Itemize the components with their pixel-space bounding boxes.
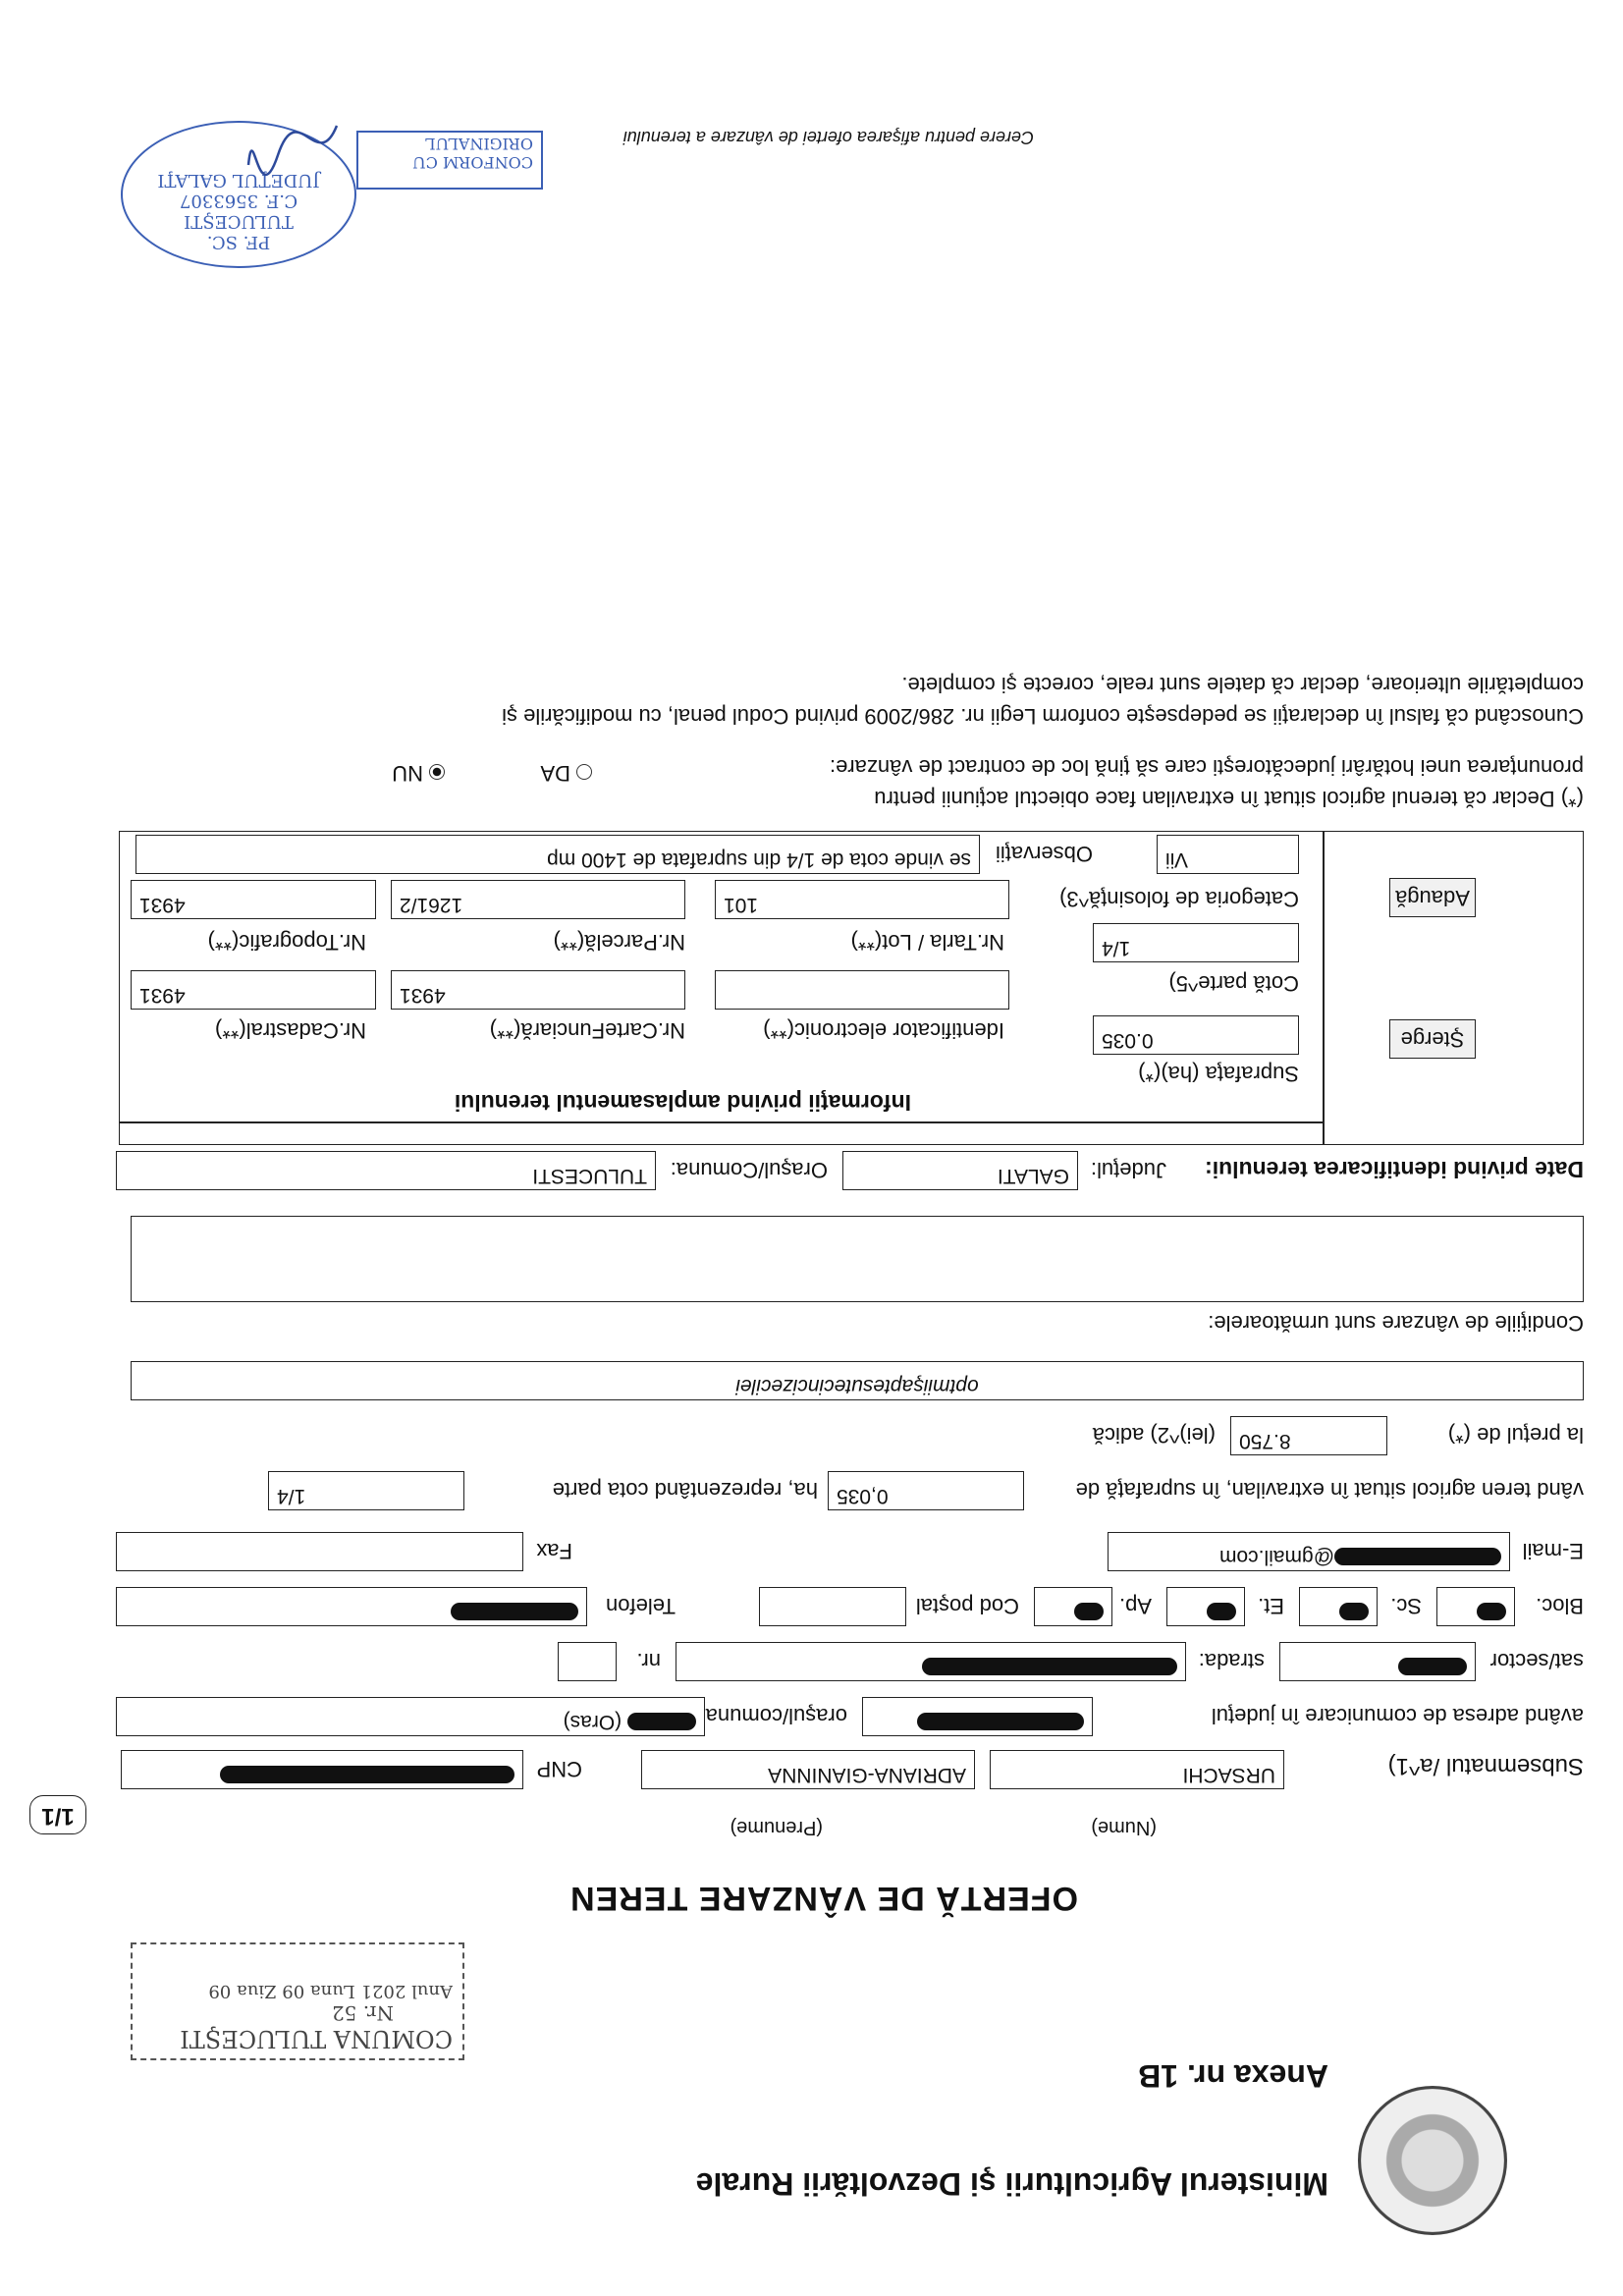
phone-field[interactable]: [116, 1587, 587, 1626]
electronic-id-label: Identificator electronic(**): [763, 1018, 1004, 1043]
category-label: Categoria de folosinţă^3): [1059, 887, 1299, 911]
delete-button[interactable]: Şterge: [1389, 1019, 1476, 1059]
observations-label: Observaţii: [995, 842, 1093, 866]
sector-label: sat/sector: [1489, 1649, 1584, 1673]
ap-field[interactable]: [1034, 1587, 1112, 1626]
price-in-words-field[interactable]: optmiişaptesutecincizecilei: [131, 1361, 1584, 1400]
cnp-field[interactable]: [121, 1750, 523, 1789]
signature: [239, 86, 347, 185]
et-label: Et.: [1258, 1594, 1284, 1618]
option-yes-label: DA: [540, 761, 570, 786]
area-field[interactable]: 0,035: [828, 1471, 1024, 1510]
email-field[interactable]: @gmail.com: [1108, 1532, 1510, 1571]
last-name-field[interactable]: URSACHI: [990, 1750, 1284, 1789]
sell-label: vând teren agricol situat în extravilan, în suprafaţă de: [1075, 1478, 1584, 1503]
sc-label: Sc.: [1390, 1594, 1422, 1618]
area-label: Suprafaţa (ha)(*): [1138, 1062, 1299, 1086]
conditions-label: Condiţiile de vânzare sunt următoarele:: [1208, 1311, 1584, 1336]
cadastral-label: Nr.Cadastral(**): [214, 1018, 366, 1043]
subscribed-label: Subsemnatul /a^1): [1387, 1753, 1584, 1779]
county-redaction: [917, 1713, 1084, 1730]
location-inner-divider: [119, 1121, 1324, 1123]
phone-redaction: [451, 1603, 578, 1620]
legal-notice-line-1: Cunoscând că falsul în declaraţii se pedepseşte conform Legii nr. 286/2009 privind Codul penal, cu modificările şi: [502, 704, 1584, 729]
email-redaction: [1334, 1548, 1501, 1565]
parcel-label: Nr.Parcelă(**): [553, 930, 685, 955]
land-book-label: Nr.CarteFunciară(**): [489, 1018, 685, 1043]
add-button[interactable]: Adaugă: [1389, 878, 1476, 917]
street-label: strada:: [1198, 1649, 1265, 1673]
et-redaction: [1207, 1603, 1236, 1620]
offer-title: OFERTĂ DE VÂNZARE TEREN: [569, 1880, 1078, 1917]
bloc-field[interactable]: [1436, 1587, 1515, 1626]
cnp-redaction: [220, 1766, 514, 1783]
ministry-seal: [1358, 2086, 1507, 2235]
parcel-field[interactable]: 1261/2: [391, 880, 685, 919]
ministry-title: Ministerul Agriculturii şi Dezvoltării Rurale: [695, 2166, 1328, 2202]
land-county-field[interactable]: GALATI: [842, 1151, 1078, 1190]
sc-field[interactable]: [1299, 1587, 1378, 1626]
land-city-label: Oraşul/Comuna:: [670, 1158, 828, 1182]
address-label: având adresa de comunicare în judeţul: [1211, 1704, 1584, 1728]
phone-label: Telefon: [606, 1594, 676, 1618]
location-panel-divider: [1323, 831, 1325, 1145]
fax-label: Fax: [536, 1539, 572, 1563]
et-field[interactable]: [1166, 1587, 1245, 1626]
share-field[interactable]: 1/4: [268, 1471, 464, 1510]
cnp-label: CNP: [536, 1757, 582, 1781]
nr-label: nr.: [636, 1649, 661, 1673]
lei-label: (lei)^2) adică: [1092, 1423, 1216, 1448]
postal-code-label: Cod poştal: [915, 1594, 1019, 1618]
last-name-column-label: (Nume): [1091, 1817, 1157, 1838]
conditions-field[interactable]: [131, 1216, 1584, 1302]
declaration-line-1: (*) Declar că terenul agricol situat în extravilan face obiectul acţiunii pentru: [874, 787, 1584, 811]
declaration-line-2: pronunţarea unei hotărâri judecătoreşti care să ţină loc de contract de vânzare:: [829, 755, 1584, 780]
fax-field[interactable]: [116, 1532, 523, 1571]
email-label: E-mail: [1522, 1539, 1584, 1563]
land-id-heading: Date privind identificarea terenului:: [1205, 1157, 1584, 1182]
price-field[interactable]: 8.750: [1230, 1416, 1387, 1455]
conform-stamp: CONFORM CU ORIGINALUL: [356, 131, 543, 190]
category-field[interactable]: Vii: [1157, 835, 1299, 874]
tarla-field[interactable]: 101: [715, 880, 1009, 919]
ha-label: ha, reprezentând cota parte: [552, 1478, 818, 1503]
ap-redaction: [1074, 1603, 1104, 1620]
nr-field[interactable]: [558, 1642, 617, 1681]
share-label: Cotă parte^5): [1168, 971, 1299, 996]
annex-number: Anexa nr. 1B: [1138, 2058, 1328, 2094]
price-label: la preţul de (*): [1447, 1423, 1584, 1448]
footer-caption: Cerere pentru afişarea ofertei de vânzare a terenului: [622, 128, 1034, 147]
location-area-field[interactable]: 0.035: [1093, 1015, 1299, 1055]
topographic-label: Nr.Topografic(**): [207, 930, 366, 955]
street-field[interactable]: [676, 1642, 1186, 1681]
city-redaction: [627, 1713, 696, 1730]
location-share-field[interactable]: 1/4: [1093, 923, 1299, 962]
bloc-redaction: [1477, 1603, 1506, 1620]
land-city-field[interactable]: TULUCESTI: [116, 1151, 656, 1190]
option-no-label: NU: [392, 761, 423, 786]
land-book-field[interactable]: 4931: [391, 970, 685, 1010]
first-name-column-label: (Prenume): [730, 1817, 823, 1838]
sector-redaction: [1398, 1658, 1467, 1675]
legal-notice-line-2: completările ulterioare, declar că datele sunt reale, corecte şi complete.: [901, 673, 1584, 697]
county-field[interactable]: [862, 1697, 1093, 1736]
location-heading: Informaţii privind amplasamentul terenului: [454, 1090, 911, 1116]
sector-field[interactable]: [1279, 1642, 1476, 1681]
electronic-id-field[interactable]: [715, 970, 1009, 1010]
page-counter: 1/1: [29, 1795, 86, 1834]
city-field[interactable]: (Oras): [116, 1697, 705, 1736]
registry-stamp: COMUNA TULUCEŞTI Nr. 52 Anul 2021 Luna 09 Ziua 09: [131, 1942, 464, 2060]
tarla-label: Nr.Tarla / Lot(**): [850, 930, 1004, 955]
topographic-field[interactable]: 4931: [131, 880, 376, 919]
sc-redaction: [1339, 1603, 1369, 1620]
postal-code-field[interactable]: [759, 1587, 906, 1626]
land-county-label: Judeţul:: [1090, 1158, 1166, 1182]
city-label: oraşul/comuna: [705, 1704, 847, 1728]
cadastral-field[interactable]: 4931: [131, 970, 376, 1010]
first-name-field[interactable]: ADRIANA-GIANINNA: [641, 1750, 975, 1789]
option-no-radio[interactable]: [429, 764, 445, 780]
company-stamp: PF. SC. TULUCEŞTI C.F. 3563307 JUDEŢUL GALAŢI: [121, 121, 356, 268]
option-yes-radio[interactable]: [576, 764, 592, 780]
ap-label: Ap.: [1118, 1594, 1152, 1618]
street-redaction: [922, 1658, 1177, 1675]
observations-field[interactable]: se vinde cota de 1/4 din suprafata de 1400 mp: [135, 835, 980, 874]
bloc-label: Bloc.: [1536, 1594, 1584, 1618]
